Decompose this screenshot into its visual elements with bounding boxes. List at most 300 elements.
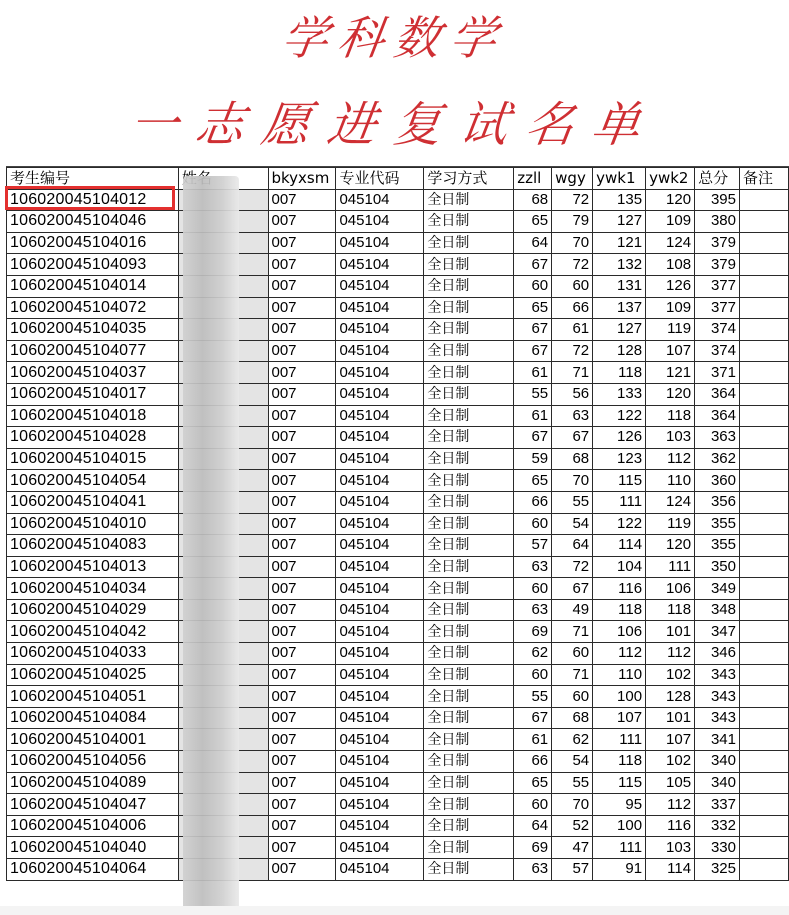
table-cell: 114 <box>593 535 646 557</box>
table-cell: 57 <box>514 535 552 557</box>
table-cell: 127 <box>593 319 646 341</box>
table-cell: 377 <box>695 275 740 297</box>
table-cell: 045104 <box>336 621 424 643</box>
table-row <box>7 707 789 729</box>
table-cell: 007 <box>268 513 336 535</box>
table-cell: 69 <box>514 621 552 643</box>
table-row <box>7 578 789 600</box>
table-cell: 106020045104029 <box>7 599 179 621</box>
table-cell: 全日制 <box>424 729 514 751</box>
header-cell: 学习方式 <box>424 168 514 190</box>
table-cell: 045104 <box>336 297 424 319</box>
table-cell: 120 <box>646 535 695 557</box>
table-cell <box>740 578 789 600</box>
table-cell: 127 <box>593 211 646 233</box>
table-cell: 133 <box>593 383 646 405</box>
table-cell <box>740 621 789 643</box>
table-cell: 61 <box>514 405 552 427</box>
table-cell: 118 <box>646 599 695 621</box>
table-cell: 111 <box>646 556 695 578</box>
table-cell: 007 <box>268 751 336 773</box>
table-cell: 60 <box>552 275 593 297</box>
table-cell: 60 <box>514 664 552 686</box>
table-cell: 66 <box>514 491 552 513</box>
table-cell: 007 <box>268 275 336 297</box>
header-cell: 考生编号 <box>7 168 179 190</box>
table-cell: 100 <box>593 815 646 837</box>
table-cell: 112 <box>646 794 695 816</box>
table-cell: 109 <box>646 211 695 233</box>
table-cell <box>740 362 789 384</box>
table-cell: 356 <box>695 491 740 513</box>
table-cell: 124 <box>646 491 695 513</box>
table-cell: 105 <box>646 772 695 794</box>
spreadsheet <box>6 166 789 881</box>
table-cell: 106020045104040 <box>7 837 179 859</box>
table-cell <box>740 254 789 276</box>
table-cell <box>740 664 789 686</box>
table-cell: 61 <box>514 729 552 751</box>
table-cell: 007 <box>268 556 336 578</box>
table-cell: 343 <box>695 664 740 686</box>
table-body <box>7 189 789 880</box>
table-cell: 95 <box>593 794 646 816</box>
table-cell: 045104 <box>336 340 424 362</box>
table-row <box>7 232 789 254</box>
table-cell: 343 <box>695 707 740 729</box>
table-cell: 131 <box>593 275 646 297</box>
table-cell: 55 <box>514 686 552 708</box>
table-cell: 60 <box>552 643 593 665</box>
table-cell: 007 <box>268 319 336 341</box>
table-cell <box>740 513 789 535</box>
table-cell: 全日制 <box>424 319 514 341</box>
table-cell: 340 <box>695 751 740 773</box>
table-cell: 121 <box>593 232 646 254</box>
table-cell: 115 <box>593 772 646 794</box>
table-cell: 007 <box>268 362 336 384</box>
table-cell: 045104 <box>336 232 424 254</box>
header-cell: 备注 <box>740 168 789 190</box>
table-cell: 全日制 <box>424 578 514 600</box>
table-cell: 377 <box>695 297 740 319</box>
table-row <box>7 405 789 427</box>
table-cell: 106020045104047 <box>7 794 179 816</box>
table-cell: 全日制 <box>424 664 514 686</box>
table-cell: 045104 <box>336 643 424 665</box>
table-cell: 47 <box>552 837 593 859</box>
table-cell: 109 <box>646 297 695 319</box>
table-cell: 379 <box>695 232 740 254</box>
table-cell: 119 <box>646 319 695 341</box>
table-cell: 71 <box>552 362 593 384</box>
table-cell: 116 <box>646 815 695 837</box>
table-cell: 64 <box>552 535 593 557</box>
table-cell: 70 <box>552 794 593 816</box>
table-cell: 111 <box>593 837 646 859</box>
table-cell: 107 <box>646 729 695 751</box>
redaction-blur <box>183 176 239 915</box>
table-row <box>7 686 789 708</box>
table-cell: 106020045104041 <box>7 491 179 513</box>
table-cell: 341 <box>695 729 740 751</box>
table-cell: 045104 <box>336 448 424 470</box>
table-cell: 全日制 <box>424 535 514 557</box>
table-cell: 67 <box>552 578 593 600</box>
table-row <box>7 729 789 751</box>
table-cell: 045104 <box>336 189 424 211</box>
table-row <box>7 275 789 297</box>
bottom-edge <box>0 906 789 915</box>
table-row <box>7 621 789 643</box>
table-row <box>7 794 789 816</box>
table-cell: 007 <box>268 232 336 254</box>
table-cell: 371 <box>695 362 740 384</box>
table-cell: 全日制 <box>424 254 514 276</box>
table-cell: 65 <box>514 772 552 794</box>
table-cell: 68 <box>552 707 593 729</box>
candidate-table <box>6 167 789 881</box>
table-row <box>7 340 789 362</box>
table-cell: 全日制 <box>424 232 514 254</box>
table-cell: 007 <box>268 621 336 643</box>
table-cell: 332 <box>695 815 740 837</box>
table-cell: 007 <box>268 491 336 513</box>
table-cell: 65 <box>514 297 552 319</box>
table-cell: 66 <box>552 297 593 319</box>
table-cell: 60 <box>552 686 593 708</box>
table-cell: 72 <box>552 340 593 362</box>
table-cell: 007 <box>268 211 336 233</box>
table-row <box>7 599 789 621</box>
table-cell: 111 <box>593 491 646 513</box>
table-cell: 360 <box>695 470 740 492</box>
table-cell: 106020045104001 <box>7 729 179 751</box>
table-cell: 045104 <box>336 859 424 881</box>
table-cell <box>740 470 789 492</box>
table-cell: 104 <box>593 556 646 578</box>
table-cell: 118 <box>593 362 646 384</box>
table-cell: 66 <box>514 751 552 773</box>
table-cell: 106020045104084 <box>7 707 179 729</box>
table-cell: 91 <box>593 859 646 881</box>
table-cell: 007 <box>268 340 336 362</box>
table-cell: 全日制 <box>424 707 514 729</box>
table-cell: 106020045104077 <box>7 340 179 362</box>
table-cell: 114 <box>646 859 695 881</box>
table-cell: 54 <box>552 751 593 773</box>
table-cell: 100 <box>593 686 646 708</box>
table-cell: 67 <box>514 427 552 449</box>
table-cell: 007 <box>268 707 336 729</box>
table-cell <box>740 837 789 859</box>
table-cell: 106020045104051 <box>7 686 179 708</box>
table-cell: 67 <box>514 254 552 276</box>
header-cell: ywk1 <box>593 168 646 190</box>
table-cell: 全日制 <box>424 211 514 233</box>
table-cell: 106020045104010 <box>7 513 179 535</box>
table-cell: 364 <box>695 405 740 427</box>
header-cell: ywk2 <box>646 168 695 190</box>
table-cell: 363 <box>695 427 740 449</box>
table-cell <box>740 383 789 405</box>
table-cell: 106020045104037 <box>7 362 179 384</box>
table-cell: 120 <box>646 383 695 405</box>
table-cell: 115 <box>593 470 646 492</box>
table-cell <box>740 599 789 621</box>
table-row <box>7 211 789 233</box>
table-cell: 70 <box>552 232 593 254</box>
table-cell: 349 <box>695 578 740 600</box>
table-cell <box>740 232 789 254</box>
table-cell: 56 <box>552 383 593 405</box>
table-row <box>7 362 789 384</box>
table-cell: 007 <box>268 470 336 492</box>
table-cell: 79 <box>552 211 593 233</box>
table-cell: 007 <box>268 837 336 859</box>
table-cell: 348 <box>695 599 740 621</box>
table-cell: 325 <box>695 859 740 881</box>
header-cell: zzll <box>514 168 552 190</box>
table-cell: 全日制 <box>424 405 514 427</box>
table-row <box>7 491 789 513</box>
table-cell: 全日制 <box>424 772 514 794</box>
table-cell: 106020045104054 <box>7 470 179 492</box>
table-cell: 137 <box>593 297 646 319</box>
table-cell: 106020045104016 <box>7 232 179 254</box>
table-row <box>7 189 789 211</box>
table-cell: 全日制 <box>424 427 514 449</box>
table-cell: 107 <box>646 340 695 362</box>
table-cell: 007 <box>268 686 336 708</box>
table-cell: 106020045104012 <box>7 189 179 211</box>
table-cell: 045104 <box>336 362 424 384</box>
table-cell: 362 <box>695 448 740 470</box>
table-row <box>7 772 789 794</box>
table-cell: 355 <box>695 513 740 535</box>
table-cell: 106020045104017 <box>7 383 179 405</box>
table-cell: 64 <box>514 815 552 837</box>
table-cell: 101 <box>646 621 695 643</box>
table-cell: 350 <box>695 556 740 578</box>
table-cell <box>740 729 789 751</box>
table-cell: 007 <box>268 405 336 427</box>
title-line-1: 学科数学 <box>278 11 510 65</box>
table-cell: 045104 <box>336 578 424 600</box>
table-cell: 101 <box>646 707 695 729</box>
table-cell: 103 <box>646 427 695 449</box>
table-cell: 106020045104093 <box>7 254 179 276</box>
table-cell: 68 <box>552 448 593 470</box>
table-cell: 106020045104035 <box>7 319 179 341</box>
title-area <box>0 0 789 160</box>
table-cell <box>740 211 789 233</box>
table-cell: 62 <box>514 643 552 665</box>
table-cell: 045104 <box>336 535 424 557</box>
table-cell: 007 <box>268 815 336 837</box>
table-cell: 132 <box>593 254 646 276</box>
table-cell: 60 <box>514 578 552 600</box>
table-cell: 379 <box>695 254 740 276</box>
table-cell <box>740 859 789 881</box>
table-cell <box>740 535 789 557</box>
table-cell: 122 <box>593 513 646 535</box>
table-cell: 374 <box>695 319 740 341</box>
table-cell <box>740 275 789 297</box>
table-cell: 63 <box>552 405 593 427</box>
table-cell: 59 <box>514 448 552 470</box>
table-cell: 118 <box>646 405 695 427</box>
table-cell: 118 <box>593 751 646 773</box>
table-cell: 106020045104034 <box>7 578 179 600</box>
table-cell: 106020045104018 <box>7 405 179 427</box>
table-cell <box>740 751 789 773</box>
table-cell: 67 <box>514 707 552 729</box>
table-cell: 111 <box>593 729 646 751</box>
table-cell: 55 <box>514 383 552 405</box>
table-cell: 69 <box>514 837 552 859</box>
table-cell: 343 <box>695 686 740 708</box>
table-cell: 54 <box>552 513 593 535</box>
table-cell: 106020045104064 <box>7 859 179 881</box>
table-row <box>7 837 789 859</box>
table-cell <box>740 643 789 665</box>
table-cell: 007 <box>268 297 336 319</box>
table-cell: 55 <box>552 491 593 513</box>
table-cell: 045104 <box>336 729 424 751</box>
table-row <box>7 556 789 578</box>
table-cell: 全日制 <box>424 340 514 362</box>
table-cell: 71 <box>552 664 593 686</box>
table-cell <box>740 405 789 427</box>
table-cell: 128 <box>646 686 695 708</box>
table-cell: 全日制 <box>424 448 514 470</box>
table-cell: 65 <box>514 211 552 233</box>
table-cell: 67 <box>514 319 552 341</box>
table-cell: 045104 <box>336 275 424 297</box>
table-cell: 128 <box>593 340 646 362</box>
table-cell: 全日制 <box>424 297 514 319</box>
table-cell: 045104 <box>336 837 424 859</box>
table-cell: 全日制 <box>424 383 514 405</box>
table-cell: 72 <box>552 556 593 578</box>
table-cell: 045104 <box>336 772 424 794</box>
table-row <box>7 643 789 665</box>
table-cell: 135 <box>593 189 646 211</box>
table-cell: 045104 <box>336 319 424 341</box>
header-cell: 专业代码 <box>336 168 424 190</box>
table-row <box>7 513 789 535</box>
table-cell: 045104 <box>336 427 424 449</box>
table-cell: 106020045104033 <box>7 643 179 665</box>
table-cell: 007 <box>268 189 336 211</box>
table-cell: 045104 <box>336 751 424 773</box>
table-cell <box>740 815 789 837</box>
table-cell: 110 <box>593 664 646 686</box>
table-cell: 337 <box>695 794 740 816</box>
table-cell: 60 <box>514 513 552 535</box>
table-cell: 045104 <box>336 599 424 621</box>
table-cell: 045104 <box>336 815 424 837</box>
header-cell: wgy <box>552 168 593 190</box>
table-cell: 007 <box>268 643 336 665</box>
table-row <box>7 470 789 492</box>
table-cell: 全日制 <box>424 815 514 837</box>
table-cell: 045104 <box>336 211 424 233</box>
table-cell: 72 <box>552 189 593 211</box>
table-row <box>7 297 789 319</box>
table-cell: 全日制 <box>424 599 514 621</box>
table-cell: 全日制 <box>424 837 514 859</box>
table-cell: 55 <box>552 772 593 794</box>
table-cell: 全日制 <box>424 491 514 513</box>
table-cell: 120 <box>646 189 695 211</box>
table-cell <box>740 491 789 513</box>
table-cell: 045104 <box>336 664 424 686</box>
table-cell: 106020045104006 <box>7 815 179 837</box>
table-cell: 045104 <box>336 254 424 276</box>
table-cell: 346 <box>695 643 740 665</box>
table-cell: 62 <box>552 729 593 751</box>
table-row <box>7 254 789 276</box>
table-cell: 全日制 <box>424 794 514 816</box>
table-cell: 57 <box>552 859 593 881</box>
table-cell <box>740 189 789 211</box>
table-cell <box>740 319 789 341</box>
table-cell: 106020045104046 <box>7 211 179 233</box>
header-cell: bkyxsm <box>268 168 336 190</box>
table-cell: 045104 <box>336 707 424 729</box>
table-cell: 全日制 <box>424 556 514 578</box>
table-cell: 106020045104089 <box>7 772 179 794</box>
table-cell: 007 <box>268 664 336 686</box>
table-cell <box>740 448 789 470</box>
table-cell: 106020045104072 <box>7 297 179 319</box>
table-row <box>7 319 789 341</box>
table-cell: 全日制 <box>424 513 514 535</box>
table-cell <box>740 556 789 578</box>
table-cell: 106020045104083 <box>7 535 179 557</box>
table-cell: 007 <box>268 383 336 405</box>
table-cell: 045104 <box>336 686 424 708</box>
table-row <box>7 664 789 686</box>
table-cell: 72 <box>552 254 593 276</box>
table-cell: 全日制 <box>424 275 514 297</box>
table-cell: 355 <box>695 535 740 557</box>
header-row <box>7 168 789 190</box>
table-cell: 103 <box>646 837 695 859</box>
table-cell: 102 <box>646 751 695 773</box>
table-cell: 全日制 <box>424 621 514 643</box>
table-cell: 007 <box>268 859 336 881</box>
table-cell: 340 <box>695 772 740 794</box>
table-cell: 007 <box>268 729 336 751</box>
table-cell: 106020045104025 <box>7 664 179 686</box>
table-row <box>7 859 789 881</box>
table-cell: 045104 <box>336 794 424 816</box>
table-cell: 68 <box>514 189 552 211</box>
table-cell: 374 <box>695 340 740 362</box>
table-cell <box>740 794 789 816</box>
table-cell: 124 <box>646 232 695 254</box>
table-cell: 007 <box>268 772 336 794</box>
table-cell: 347 <box>695 621 740 643</box>
table-cell: 全日制 <box>424 470 514 492</box>
table-cell: 045104 <box>336 405 424 427</box>
table-cell: 63 <box>514 556 552 578</box>
table-cell: 107 <box>593 707 646 729</box>
table-cell: 61 <box>552 319 593 341</box>
